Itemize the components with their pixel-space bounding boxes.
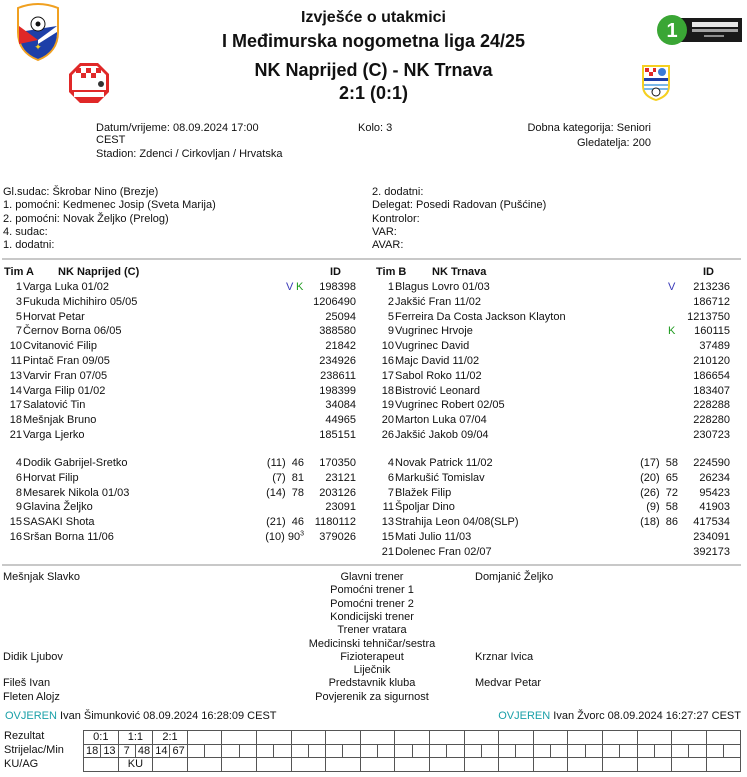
- player-id: 34084: [325, 399, 356, 412]
- player-number: 18: [9, 414, 22, 427]
- home-staff-name: Mešnjak Slavko: [3, 571, 81, 583]
- spectators: Gledatelja: 200: [577, 137, 651, 149]
- player-id: 198398: [319, 281, 356, 293]
- scorer-number-cell: [637, 744, 654, 758]
- match-score: 2:1 (0:1): [338, 83, 409, 103]
- player-name: Mesarek Nikola 01/03: [23, 486, 130, 499]
- scorer-row: [84, 744, 741, 758]
- player-name: SASAKI Shota: [23, 516, 95, 529]
- result-cell: [533, 731, 568, 745]
- substitute-row: [372, 486, 742, 500]
- player-id: 228288: [693, 399, 730, 412]
- player-name: Horvat Filip: [23, 471, 79, 484]
- result-cell: [706, 731, 741, 745]
- player-name: Blagus Lovro 01/03: [395, 281, 490, 293]
- staff-role-label: Kondicijski trener: [330, 610, 414, 623]
- substitute-row: [372, 545, 742, 559]
- scorer-number-cell: 14: [153, 744, 170, 758]
- scorer-minute-cell: [412, 744, 429, 758]
- row-label-result: Rezultat: [4, 730, 45, 742]
- scorer-minute-cell: [378, 744, 395, 758]
- player-name: Černov Borna 06/05: [23, 325, 122, 338]
- home-staff-name: Didik Ljubov: [3, 650, 63, 663]
- player-number: 4: [15, 457, 22, 469]
- player-number: 4: [387, 457, 394, 469]
- staff-role-label: Fizioterapeut: [340, 650, 404, 663]
- match-round: Kolo: 3: [358, 122, 393, 134]
- player-id: 198399: [319, 384, 356, 397]
- player-name: Varga Luka 01/02: [23, 281, 110, 293]
- result-cell: [256, 731, 291, 745]
- kuag-cell: [360, 758, 395, 772]
- substitution-minute: (10) 90: [265, 531, 301, 543]
- player-row: [372, 384, 742, 398]
- player-id: 95423: [699, 486, 730, 499]
- player-id: 213236: [693, 281, 730, 293]
- scorer-number-cell: [395, 744, 412, 758]
- player-id: 26234: [699, 471, 730, 484]
- player-name: Ferreira Da Costa Jackson Klayton: [395, 310, 566, 323]
- substitute-row: [0, 530, 370, 544]
- scorer-number-cell: [360, 744, 377, 758]
- league-title: I Međimurska nogometna liga 24/25: [221, 31, 526, 51]
- kuag-cell: [672, 758, 707, 772]
- kuag-cell: [499, 758, 534, 772]
- substitution-minute: (14) 78: [266, 486, 304, 499]
- player-number: 7: [15, 325, 22, 338]
- player-number: 10: [9, 340, 22, 353]
- kuag-cell: [602, 758, 637, 772]
- player-name: Varga Filip 01/02: [23, 384, 106, 397]
- kuag-cell: [706, 758, 741, 772]
- kuag-cell: [429, 758, 464, 772]
- official-entry: VAR:: [372, 225, 397, 238]
- player-row: [372, 413, 742, 427]
- verified-by: Ivan Žvorc 08.09.2024 16:27:27 CEST: [553, 710, 741, 722]
- verified-by: Ivan Šimunković 08.09.2024 16:28:09 CEST: [60, 710, 277, 722]
- result-cell: [464, 731, 499, 745]
- staff-role-label: Pomoćni trener 2: [330, 597, 414, 610]
- staff-role-label: Pomoćni trener 1: [330, 584, 414, 597]
- player-number: 10: [381, 340, 394, 353]
- player-id: 234091: [693, 531, 730, 543]
- official-entry: AVAR:: [372, 239, 404, 252]
- team-b-label: Tim B: [376, 266, 407, 278]
- team-b-name: NK Trnava: [432, 266, 487, 278]
- result-cell: [360, 731, 395, 745]
- substitute-row: [0, 471, 370, 485]
- staff-role-label: Predstavnik kluba: [328, 677, 416, 690]
- player-id: 379026: [319, 531, 356, 543]
- player-id: 160115: [694, 325, 730, 338]
- player-row: [372, 369, 742, 383]
- player-id: 1180112: [314, 516, 356, 529]
- report-title: Izvješće o utakmici: [301, 9, 446, 26]
- kuag-cell: [256, 758, 291, 772]
- scorer-number-cell: 18: [84, 744, 101, 758]
- player-row: [372, 324, 742, 338]
- player-number: 1: [15, 281, 22, 293]
- player-row: [372, 398, 742, 412]
- score-table: [83, 730, 741, 772]
- substitution-minute: (9) 58: [646, 501, 678, 514]
- player-number: 2: [387, 295, 394, 308]
- player-name: Špoljar Dino: [395, 501, 455, 514]
- result-cell: [499, 731, 534, 745]
- scorer-minute-cell: [205, 744, 222, 758]
- substitute-row: [372, 530, 742, 544]
- kuag-cell: [326, 758, 361, 772]
- player-number: 5: [387, 310, 394, 323]
- player-name: Horvat Petar: [23, 310, 85, 323]
- result-cell: [395, 731, 430, 745]
- player-row: [0, 324, 370, 338]
- player-number: 11: [10, 355, 22, 367]
- player-row: [0, 295, 370, 309]
- player-number: 6: [15, 471, 22, 484]
- result-cell: 2:1: [153, 731, 188, 745]
- staff-role-label: Povjerenik za sigurnost: [315, 690, 429, 703]
- official-entry: 2. dodatni:: [372, 186, 424, 198]
- staff-role-label: Medicinski tehničar/sestra: [308, 637, 436, 650]
- goalkeeper-mark: V: [668, 281, 676, 293]
- kuag-cell: [84, 758, 119, 772]
- verified-status: OVJEREN: [498, 710, 551, 722]
- away-staff-name: Krznar Ivica: [475, 650, 534, 663]
- staff-role-label: Trener vratara: [337, 624, 407, 637]
- scorer-number-cell: [464, 744, 481, 758]
- verification-away: [498, 710, 741, 722]
- result-cell: [291, 731, 326, 745]
- player-id: 185151: [319, 429, 356, 441]
- substitute-row: [372, 515, 742, 529]
- scorer-minute-cell: [551, 744, 568, 758]
- player-name: Varvir Fran 07/05: [23, 369, 108, 382]
- player-name: Jakšić Fran 11/02: [395, 295, 482, 308]
- separator-staff: [2, 564, 741, 566]
- player-name: Fukuda Michihiro 05/05: [23, 295, 138, 308]
- player-number: 1: [387, 281, 394, 293]
- substitute-row: [0, 486, 370, 500]
- scorer-minute-cell: 13: [101, 744, 118, 758]
- scorer-minute-cell: [689, 744, 706, 758]
- result-cell: [429, 731, 464, 745]
- scorer-number-cell: [187, 744, 204, 758]
- player-number: 20: [381, 414, 394, 427]
- player-id: 392173: [693, 545, 730, 558]
- separator-lineups: [2, 258, 741, 260]
- scorer-number-cell: [672, 744, 689, 758]
- scorer-minute-cell: [481, 744, 498, 758]
- home-staff-name: Fleten Alojz: [3, 690, 60, 703]
- verified-status: OVJEREN: [5, 710, 57, 722]
- player-name: Sabol Roko 11/02: [395, 369, 482, 382]
- player-number: 16: [9, 531, 22, 543]
- scorer-number-cell: [429, 744, 446, 758]
- kuag-cell: [533, 758, 568, 772]
- player-row: [0, 280, 370, 294]
- player-row: [372, 310, 742, 324]
- player-name: Dolenec Fran 02/07: [395, 545, 492, 558]
- scorer-minute-cell: [274, 744, 291, 758]
- player-name: Vugrinec Hrvoje: [395, 325, 473, 338]
- player-row: [372, 339, 742, 353]
- player-row: [0, 369, 370, 383]
- player-name: Mešnjak Bruno: [23, 414, 97, 427]
- substitution-minute: (18) 86: [640, 516, 678, 529]
- match-title: NK Naprijed (C) - NK Trnava: [254, 60, 493, 80]
- player-id: 224590: [693, 457, 730, 469]
- player-id: 44965: [325, 414, 356, 427]
- result-cell: 1:1: [118, 731, 153, 745]
- player-number: 9: [15, 501, 22, 514]
- player-name: Bistrović Leonard: [395, 384, 480, 397]
- player-id: 230723: [693, 429, 730, 441]
- team-b-id-header: ID: [703, 266, 714, 278]
- player-id: 41903: [699, 501, 730, 514]
- scorer-minute-cell: [447, 744, 464, 758]
- scorer-number-cell: [256, 744, 273, 758]
- scorer-minute-cell: [239, 744, 256, 758]
- player-name: Mati Julio 11/03: [395, 531, 472, 543]
- result-cell: [672, 731, 707, 745]
- added-time: 3: [300, 530, 304, 538]
- age-category: Dobna kategorija: Seniori: [527, 122, 651, 134]
- player-name: Cvitanović Filip: [23, 340, 97, 353]
- player-row: [0, 310, 370, 324]
- player-name: Varga Ljerko: [23, 429, 85, 441]
- result-cell: [187, 731, 222, 745]
- scorer-number-cell: [326, 744, 343, 758]
- substitution-minute: (21) 46: [266, 516, 304, 529]
- scorer-number-cell: [222, 744, 239, 758]
- scorer-minute-cell: 67: [170, 744, 187, 758]
- player-number: 7: [387, 486, 394, 499]
- player-id: 228280: [693, 414, 730, 427]
- team-a-id-header: ID: [330, 266, 341, 278]
- kuag-cell: [395, 758, 430, 772]
- scorer-minute-cell: [723, 744, 740, 758]
- player-number: 13: [381, 516, 394, 529]
- substitution-minute: (11) 46: [266, 457, 304, 469]
- kuag-cell: KU: [118, 758, 153, 772]
- substitute-row: [0, 456, 370, 470]
- player-name: Glavina Željko: [23, 501, 93, 514]
- player-row: [0, 384, 370, 398]
- player-id: 238611: [320, 369, 356, 382]
- player-row: [0, 354, 370, 368]
- player-id: 1206490: [313, 295, 356, 308]
- kuag-cell: [568, 758, 603, 772]
- player-id: 170350: [319, 457, 356, 469]
- team-a-name: NK Naprijed (C): [58, 266, 140, 278]
- team-a-label: Tim A: [4, 266, 34, 278]
- player-number: 6: [387, 471, 394, 484]
- row-label-scorer: Strijelac/Min: [4, 744, 64, 756]
- result-cell: 0:1: [84, 731, 119, 745]
- scorer-minute-cell: [620, 744, 637, 758]
- svg-text:1: 1: [666, 20, 678, 42]
- substitution-minute: (7) 81: [272, 471, 304, 484]
- scorer-number-cell: [533, 744, 550, 758]
- player-name: Blažek Filip: [395, 486, 452, 499]
- player-id: 186654: [693, 369, 730, 382]
- substitute-row: [0, 500, 370, 514]
- player-id: 210120: [693, 355, 730, 367]
- player-number: 19: [381, 399, 394, 412]
- player-id: 25094: [325, 310, 356, 323]
- player-number: 18: [381, 384, 394, 397]
- official-entry: 1. pomoćni: Kedmenec Josip (Sveta Marija): [3, 199, 216, 212]
- player-number: 21: [381, 545, 394, 558]
- player-id: 183407: [693, 384, 730, 397]
- svg-text:✦: ✦: [34, 43, 42, 53]
- player-name: Sršan Borna 11/06: [23, 531, 114, 543]
- scorer-minute-cell: [308, 744, 325, 758]
- player-number: 13: [9, 369, 22, 382]
- result-cell: [602, 731, 637, 745]
- player-number: 21: [9, 429, 22, 441]
- away-staff-name: Medvar Petar: [475, 677, 542, 690]
- substitute-row: [0, 515, 370, 529]
- player-name: Dodik Gabrijel-Sretko: [23, 457, 128, 469]
- player-name: Salatović Tin: [23, 399, 86, 412]
- scorer-number-cell: [568, 744, 585, 758]
- player-name: Novak Patrick 11/02: [395, 457, 493, 469]
- row-label-kuag: KU/AG: [4, 758, 39, 770]
- scorer-number-cell: [602, 744, 619, 758]
- player-number: 17: [381, 369, 394, 382]
- substitute-row: [372, 500, 742, 514]
- substitute-row: [372, 456, 742, 470]
- official-entry: 4. sudac:: [3, 225, 48, 238]
- captain-mark: K: [668, 325, 676, 338]
- official-entry: Kontrolor:: [372, 212, 420, 225]
- player-number: 26: [381, 429, 394, 441]
- player-number: 3: [15, 295, 22, 308]
- player-name: Strahija Leon 04/08(SLP): [395, 516, 519, 529]
- kuag-cell: [291, 758, 326, 772]
- kuag-cell: [153, 758, 188, 772]
- player-row: [372, 295, 742, 309]
- player-row: [372, 354, 742, 368]
- scorer-number-cell: [706, 744, 723, 758]
- scorer-minute-cell: [654, 744, 671, 758]
- player-name: Markušić Tomislav: [395, 471, 485, 484]
- player-name: Pintač Fran 09/05: [23, 355, 110, 367]
- player-id: 1213750: [687, 310, 730, 323]
- player-number: 5: [15, 310, 22, 323]
- scorer-number-cell: [291, 744, 308, 758]
- staff-role-label: Glavni trener: [340, 571, 404, 583]
- official-entry: Delegat: Posedi Radovan (Pušćine): [372, 199, 547, 212]
- substitution-minute: (17) 58: [640, 457, 678, 469]
- player-row: [0, 339, 370, 353]
- scorer-minute-cell: [585, 744, 602, 758]
- official-entry: 2. pomoćni: Novak Željko (Prelog): [3, 212, 169, 225]
- player-number: 11: [382, 501, 394, 514]
- match-datetime: Datum/vrijeme: 08.09.2024 17:00: [96, 122, 259, 134]
- captain-mark: K: [296, 281, 304, 293]
- scorer-number-cell: 7: [118, 744, 135, 758]
- substitute-row: [372, 471, 742, 485]
- player-row: [0, 398, 370, 412]
- result-cell: [326, 731, 361, 745]
- result-row: [84, 731, 741, 745]
- away-staff-name: Domjanić Željko: [475, 571, 554, 583]
- player-row: [0, 413, 370, 427]
- player-id: 21842: [325, 340, 356, 353]
- player-id: 203126: [319, 486, 356, 499]
- player-name: Marton Luka 07/04: [395, 414, 487, 427]
- scorer-minute-cell: [343, 744, 360, 758]
- player-number: 14: [9, 384, 22, 397]
- player-number: 9: [387, 325, 394, 338]
- official-entry: Gl.sudac: Škrobar Nino (Brezje): [3, 186, 159, 198]
- kuag-row: [84, 758, 741, 772]
- match-stadium: Stadion: Zdenci / Cirkovljan / Hrvatska: [96, 148, 283, 160]
- scorer-minute-cell: 48: [135, 744, 152, 758]
- player-row: [372, 428, 742, 442]
- player-number: 15: [9, 516, 22, 529]
- player-id: 234926: [319, 355, 356, 367]
- player-number: 8: [15, 486, 22, 499]
- match-timezone: CEST: [96, 134, 126, 146]
- player-id: 23091: [325, 501, 356, 514]
- kuag-cell: [187, 758, 222, 772]
- verification-home: [5, 710, 277, 722]
- result-cell: [637, 731, 672, 745]
- player-name: Majc David 11/02: [395, 355, 480, 367]
- scorer-number-cell: [499, 744, 516, 758]
- scorer-minute-cell: [516, 744, 533, 758]
- official-entry: 1. dodatni:: [3, 239, 55, 252]
- player-row: [372, 280, 742, 294]
- player-number: 16: [381, 355, 394, 367]
- result-cell: [222, 731, 257, 745]
- player-id: 186712: [693, 295, 730, 308]
- goalkeeper-mark: V: [286, 281, 294, 293]
- player-number: 17: [9, 399, 22, 412]
- kuag-cell: [222, 758, 257, 772]
- kuag-cell: [464, 758, 499, 772]
- player-id: 417534: [693, 516, 730, 529]
- substitution-minute: (20) 65: [640, 471, 678, 484]
- player-name: Vugrinec David: [395, 340, 470, 353]
- player-id: 23121: [325, 471, 356, 484]
- player-name: Jakšić Jakob 09/04: [395, 429, 489, 441]
- kuag-cell: [637, 758, 672, 772]
- player-number: 15: [381, 531, 394, 543]
- substitution-minute: (26) 72: [640, 486, 678, 499]
- result-cell: [568, 731, 603, 745]
- player-id: 388580: [319, 325, 356, 338]
- player-row: [0, 428, 370, 442]
- staff-role-label: Liječnik: [353, 664, 391, 677]
- player-name: Vugrinec Robert 02/05: [395, 399, 505, 412]
- player-id: 37489: [699, 340, 730, 353]
- home-staff-name: Fileš Ivan: [3, 677, 51, 690]
